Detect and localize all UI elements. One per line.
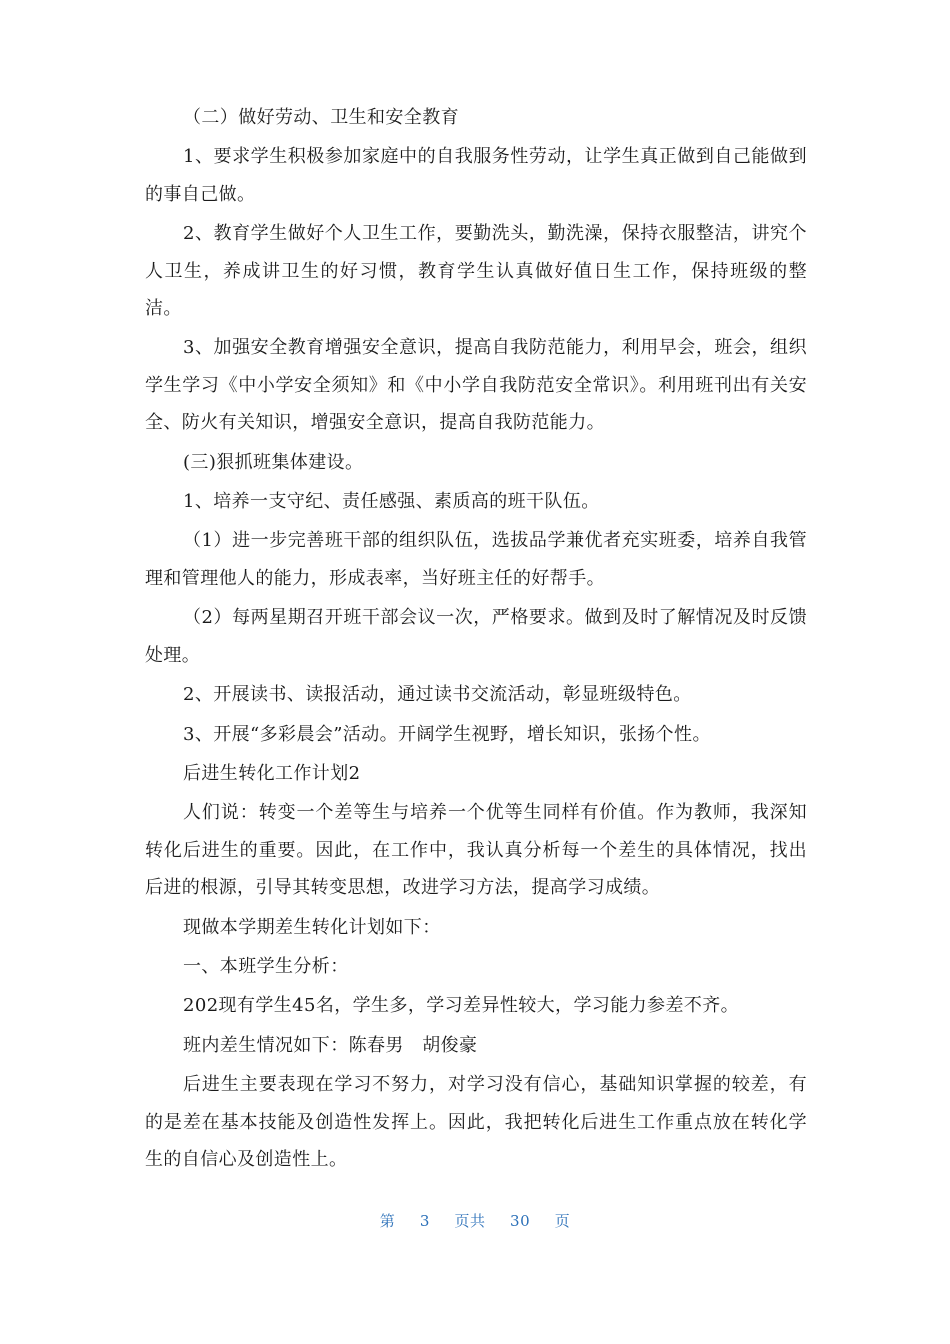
paragraph: 1、要求学生积极参加家庭中的自我服务性劳动，让学生真正做到自己能做到的事自己做。 — [145, 146, 807, 205]
footer-suffix: 页 — [554, 1212, 571, 1230]
paragraph: 人们说：转变一个差等生与培养一个优等生同样有价值。作为教师，我深知转化后进生的重要。因此，在工作中，我认真分析每一个差生的具体情况，找出后进的根源，引导其转变思想，改进学习方法，提高学习成绩。 — [145, 802, 807, 899]
page-footer — [0, 1210, 950, 1231]
paragraph: 202现有学生45名，学生多，学习差异性较大，学习能力参差不齐。 — [183, 995, 740, 1017]
paragraph: 一、本班学生分析： — [183, 955, 349, 977]
paragraph: 班内差生情况如下：陈春男 胡俊豪 — [183, 1034, 478, 1056]
paragraph: （二）做好劳动、卫生和安全教育 — [183, 107, 459, 128]
paragraph: 1、培养一支守纪、责任感强、素质高的班干队伍。 — [183, 491, 600, 513]
document-body — [145, 99, 807, 1180]
paragraph: 后进生主要表现在学习不努力，对学习没有信心，基础知识掌握的较差，有的是差在基本技能及创造性发挥上。因此，我把转化后进生工作重点放在转化学生的自信心及创造性上。 — [145, 1074, 807, 1170]
paragraph: 2、开展读书、读报活动，通过读书交流活动，彰显班级特色。 — [183, 684, 692, 706]
paragraph: 3、开展“多彩晨会”活动。开阔学生视野，增长知识，张扬个性。 — [183, 723, 711, 745]
paragraph: （2）每两星期召开班干部会议一次，严格要求。做到及时了解情况及时反馈处理。 — [145, 607, 807, 666]
section-heading: 后进生转化工作计划2 — [183, 762, 361, 784]
footer-middle: 页共 — [454, 1212, 486, 1230]
paragraph: 现做本学期差生转化计划如下： — [183, 916, 441, 938]
paragraph: （1）进一步完善班干部的组织队伍，选拔品学兼优者充实班委，培养自我管理和管理他人的能力，形成表率，当好班主任的好帮手。 — [145, 530, 807, 589]
paragraph: 2、教育学生做好个人卫生工作，要勤洗头，勤洗澡，保持衣服整洁，讲究个人卫生，养成讲卫生的好习惯，教育学生认真做好值日生工作，保持班级的整洁。 — [145, 223, 807, 320]
paragraph: 3、加强安全教育增强安全意识，提高自我防范能力，利用早会，班会，组织学生学习《中小学安全须知》和《中小学自我防范安全常识》。利用班刊出有关安全、防火有关知识，增强安全意识，提高自我防范能力。 — [145, 337, 807, 434]
current-page-number: 3 — [419, 1212, 430, 1230]
footer-prefix: 第 — [379, 1212, 396, 1230]
paragraph: (三)狠抓班集体建设。 — [183, 451, 364, 473]
total-pages-number: 30 — [510, 1212, 531, 1230]
